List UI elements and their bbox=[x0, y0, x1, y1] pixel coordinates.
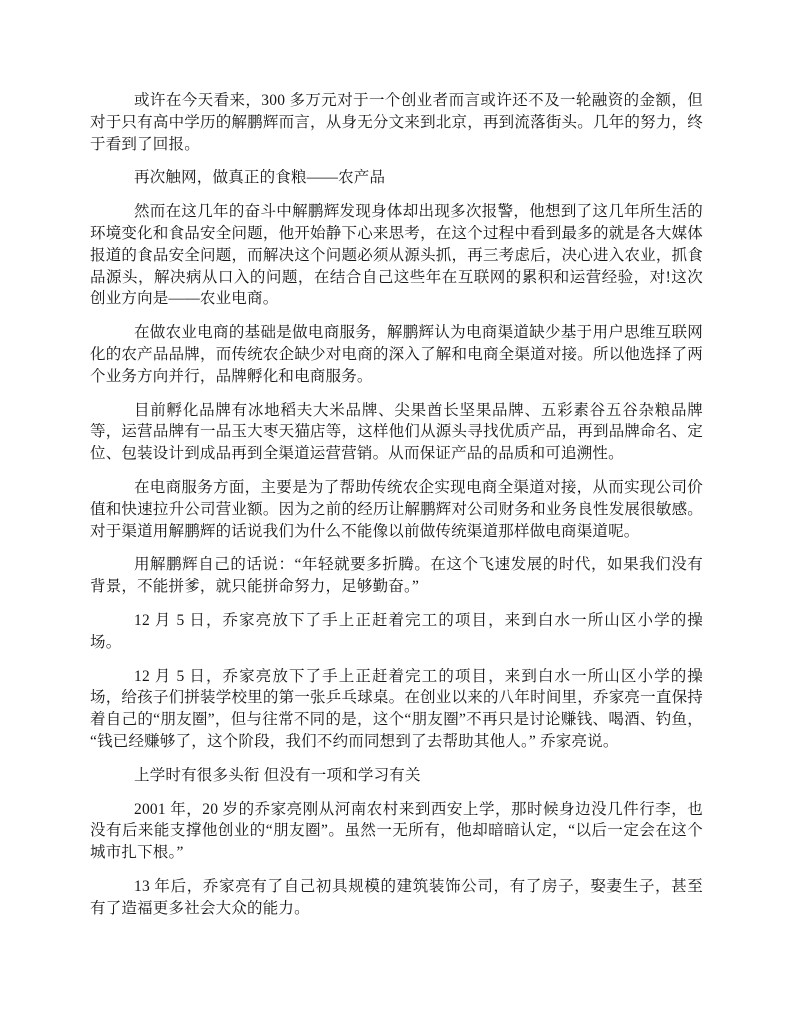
paragraph: 用解鹏辉自己的话说：“年轻就要多折腾。在这个飞速发展的时代，如果我们没有背景，不能拼爹，就只能拼命努力，足够勤奋。” bbox=[90, 556, 703, 596]
paragraph: 或许在今天看来，300 多万元对于一个创业者而言或许还不及一轮融资的金额，但对于只有高中学历的解鹏辉而言，从身无分文来到北京，再到流落街头。几年的努力，终于看到了回报。 bbox=[90, 92, 703, 153]
paragraph: 然而在这几年的奋斗中解鹏辉发现身体却出现多次报警，他想到了这几年所生活的环境变化和食品安全问题，他开始静下心来思考，在这个过程中看到最多的就是各大媒体报道的食品安全问题，而解决这个问题必须从源头抓，再三考虑后，决心进入农业，抓食品源头，解决病从口入的问题，在结合自己这些年在互联网的累积和运营经验，对!这次创业方向是——农业电商。 bbox=[90, 203, 703, 308]
section-heading: 上学时有很多头衔 但没有一项和学习有关 bbox=[134, 766, 421, 784]
paragraph: 12 月 5 日，乔家亮放下了手上正赶着完工的项目，来到白水一所山区小学的操场。 bbox=[90, 611, 703, 651]
paragraph: 在电商服务方面，主要是为了帮助传统农企实现电商全渠道对接，从而实现公司价值和快速拉升公司营业额。因为之前的经历让解鹏辉对公司财务和业务良性发展很敏感。对于渠道用解鹏辉的话说我们为什么不能像以前做传统渠道那样做电商渠道呢。 bbox=[90, 478, 703, 540]
paragraph: 2001 年，20 岁的乔家亮刚从河南农村来到西安上学，那时候身边没几件行李，也没有后来能支撑他创业的“朋友圈”。虽然一无所有，他却暗暗认定，“以后一定会在这个城市扎下根。” bbox=[90, 800, 703, 862]
paragraph: 目前孵化品牌有冰地稻夫大米品牌、尖果酋长坚果品牌、五彩素谷五谷杂粮品牌等，运营品牌有一品玉大枣天猫店等，这样他们从源头寻找优质产品，再到品牌命名、定位、包装设计到成品再到全渠道运营营销。从而保证产品的品质和可追溯性。 bbox=[90, 401, 703, 463]
section-heading: 再次触网，做真正的食粮——农产品 bbox=[134, 169, 386, 187]
document-content bbox=[90, 90, 703, 932]
paragraph: 13 年后，乔家亮有了自己初具规模的建筑装饰公司，有了房子，娶妻生子，甚至有了造福更多社会大众的能力。 bbox=[90, 877, 703, 917]
paragraph: 12 月 5 日，乔家亮放下了手上正赶着完工的项目，来到白水一所山区小学的操场，给孩子们拼装学校里的第一张乒乓球桌。在创业以来的八年时间里，乔家亮一直保持着自己的“朋友圈”，但与往常不同的是，这个“朋友圈”不再只是讨论赚钱、喝酒、钓鱼，“钱已经赚够了，这个阶段，我们不约而同想到了去帮助其他人。” 乔家亮说。 bbox=[90, 667, 703, 750]
paragraph: 在做农业电商的基础是做电商服务，解鹏辉认为电商渠道缺少基于用户思维互联网化的农产品品牌，而传统农企缺少对电商的深入了解和电商全渠道对接。所以他选择了两个业务方向并行，品牌孵化和电商服务。 bbox=[90, 324, 703, 385]
